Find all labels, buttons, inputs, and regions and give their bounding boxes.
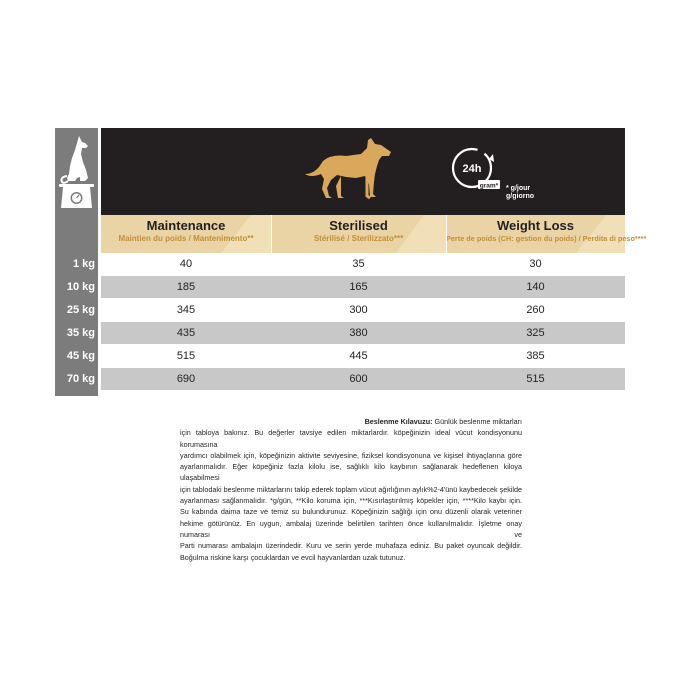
feeding-table-body bbox=[101, 253, 625, 391]
header-subtitle: Perte de poids (CH: gestion du poids) / Perdita di peso**** bbox=[446, 234, 647, 243]
header-title: Maintenance bbox=[146, 218, 226, 233]
table-cell: 260 bbox=[526, 304, 545, 316]
table-cell: 515 bbox=[176, 350, 196, 362]
table-row bbox=[101, 368, 625, 390]
table-cell: 690 bbox=[176, 373, 196, 385]
table-cell: 30 bbox=[529, 258, 542, 270]
guide-line: Parti numarası ambalajın üzerindedir. Kuru ve serin yerde muhafaza ediniz. Bu paket oyuncak değildir. bbox=[180, 541, 522, 551]
chart-banner bbox=[101, 128, 625, 215]
guide-line: ayarlanmalıdır. Eğer köpeğiniz fazla kilolu ise, sağlıklı kilo kaybının sağlanarak hedeflenen kiloya ulaşabilmesi bbox=[180, 462, 522, 483]
guide-first-line bbox=[180, 416, 522, 427]
table-cell: 185 bbox=[176, 281, 196, 293]
column-headers bbox=[101, 215, 647, 253]
table-cell: 300 bbox=[349, 304, 368, 316]
guide-line: Boğulma riskine karşı çocuklardan ve evcil hayvanlardan uzak tutunuz. bbox=[180, 552, 406, 562]
guide-line: için tablodaki beslenme miktarlarını takip ederek toplam vücut ağırlığının aylık%2-4'ünü kaybedecek şekilde bbox=[180, 484, 522, 494]
table-row bbox=[101, 276, 625, 298]
header-sterilised bbox=[271, 215, 446, 253]
feeding-chart bbox=[55, 128, 647, 396]
header-title: Weight Loss bbox=[496, 218, 575, 233]
table-cell: 345 bbox=[176, 304, 196, 316]
header-divider bbox=[446, 215, 447, 253]
table-cell: 35 bbox=[352, 258, 365, 270]
weight-label: 25 kg bbox=[66, 304, 95, 316]
header-weight-loss bbox=[446, 215, 647, 253]
gram-label: gram* bbox=[479, 182, 499, 190]
table-cell: 40 bbox=[179, 258, 193, 270]
weight-label: 10 kg bbox=[66, 281, 95, 293]
table-cell: 325 bbox=[526, 327, 545, 339]
weight-label: 1 kg bbox=[72, 258, 95, 270]
weight-label: 70 kg bbox=[66, 373, 95, 385]
table-cell: 165 bbox=[349, 281, 368, 293]
header-subtitle: Stérilisé / Sterilizzato*** bbox=[313, 234, 404, 243]
guide-label: Beslenme Kılavuzu: bbox=[364, 417, 433, 426]
unit-it: g/giorno bbox=[506, 193, 534, 200]
table-cell: 435 bbox=[176, 327, 196, 339]
clock-24h-icon bbox=[442, 140, 502, 200]
dog-silhouette-icon bbox=[301, 134, 396, 202]
weight-label: 35 kg bbox=[66, 327, 95, 339]
guide-lines bbox=[180, 427, 522, 563]
table-row bbox=[101, 322, 625, 344]
dog-scale-icon bbox=[55, 128, 98, 215]
guide-line: Su kabında daima taze ve temiz su bulundurunuz. Köpeğinizin sağlığı için onu düzenli olarak veteriner bbox=[180, 507, 522, 517]
unit-fr: * g/jour bbox=[506, 185, 531, 192]
guide-first-text: Günlük beslenme miktarları bbox=[434, 417, 522, 426]
table-cell: 140 bbox=[526, 281, 545, 293]
table-cell: 600 bbox=[349, 373, 368, 385]
guide-line: için tabloya bakınız. Bu değerler tavsiye edilen miktarlardır. köpeğinizin ideal vücut kondisyonunu korumasına bbox=[180, 428, 522, 449]
guide-line: hekime götürünüz. En uygun, ambalaj üzerinde belirtilen tarihten önce kullanılmalıdır. İşletme onay numarası ve bbox=[180, 518, 522, 539]
header-subtitle: Maintien du poids / Mantenimento** bbox=[118, 234, 254, 243]
table-cell: 380 bbox=[349, 327, 368, 339]
clock-label: 24h bbox=[462, 163, 482, 175]
table-cell: 445 bbox=[349, 350, 368, 362]
table-row bbox=[101, 299, 625, 321]
guide-line: ayarlanması sağlanmalıdır. *g/gün, **Kilo koruma için, ***Kısırlaştırılmış köpekler için, ****Kilo kaybı için. bbox=[180, 496, 522, 506]
weight-label: 45 kg bbox=[66, 350, 95, 362]
table-row bbox=[101, 253, 625, 275]
table-cell: 515 bbox=[526, 373, 545, 385]
table-row bbox=[101, 345, 625, 367]
feeding-guide-text bbox=[180, 416, 522, 563]
header-divider bbox=[271, 215, 272, 253]
weight-column bbox=[55, 215, 98, 396]
table-cell: 385 bbox=[526, 350, 545, 362]
guide-line: yardımcı olabilmek için, köpeğinizin aktivite seviyesine, fiziksel kondisyonuna ve kişisel ihtiyaçlarına göre bbox=[180, 450, 522, 460]
header-title: Sterilised bbox=[329, 218, 388, 233]
header-maintenance bbox=[101, 215, 271, 253]
